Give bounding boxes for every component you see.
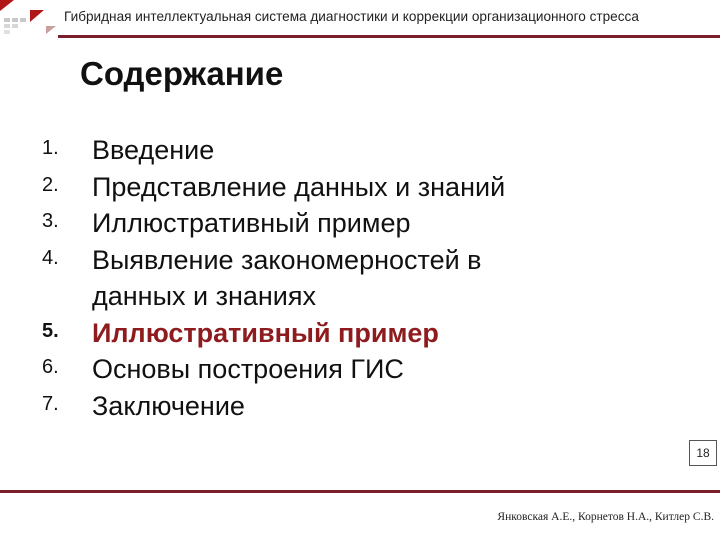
agenda-item-number: 1.	[42, 137, 59, 159]
agenda-item-text: Основы построения ГИС	[92, 354, 404, 384]
agenda-item-text: Иллюстративный пример	[92, 317, 439, 348]
agenda-item-text: данных и знаниях	[92, 281, 317, 311]
presentation-title: Гибридная интеллектуальная система диагностики и коррекции организационного стресса	[64, 9, 639, 24]
agenda-item-number: 6.	[42, 356, 59, 378]
agenda-item-number: 3.	[42, 210, 59, 232]
agenda-item-text: Выявление закономерностей в	[92, 244, 482, 275]
agenda-item-text: Иллюстративный пример	[92, 208, 411, 238]
agenda-item-number: 2.	[42, 173, 59, 196]
agenda-item-text: Представление данных и знаний	[92, 171, 506, 202]
agenda-item-text: Введение	[92, 135, 215, 165]
footer-authors: Янковская А.Е., Корнетов Н.А., Китлер С.В.	[497, 511, 714, 523]
agenda-item-number: 7.	[42, 392, 59, 415]
header-divider	[58, 35, 720, 38]
agenda-item-text: Заключение	[92, 390, 245, 421]
slide-title: Содержание	[80, 55, 284, 92]
red-triangle-logo-icon	[0, 0, 58, 46]
agenda-item-number: 4.	[42, 246, 59, 269]
footer-divider	[0, 490, 720, 493]
page-number: 18	[689, 440, 717, 466]
agenda-item-number: 5.	[42, 319, 59, 342]
